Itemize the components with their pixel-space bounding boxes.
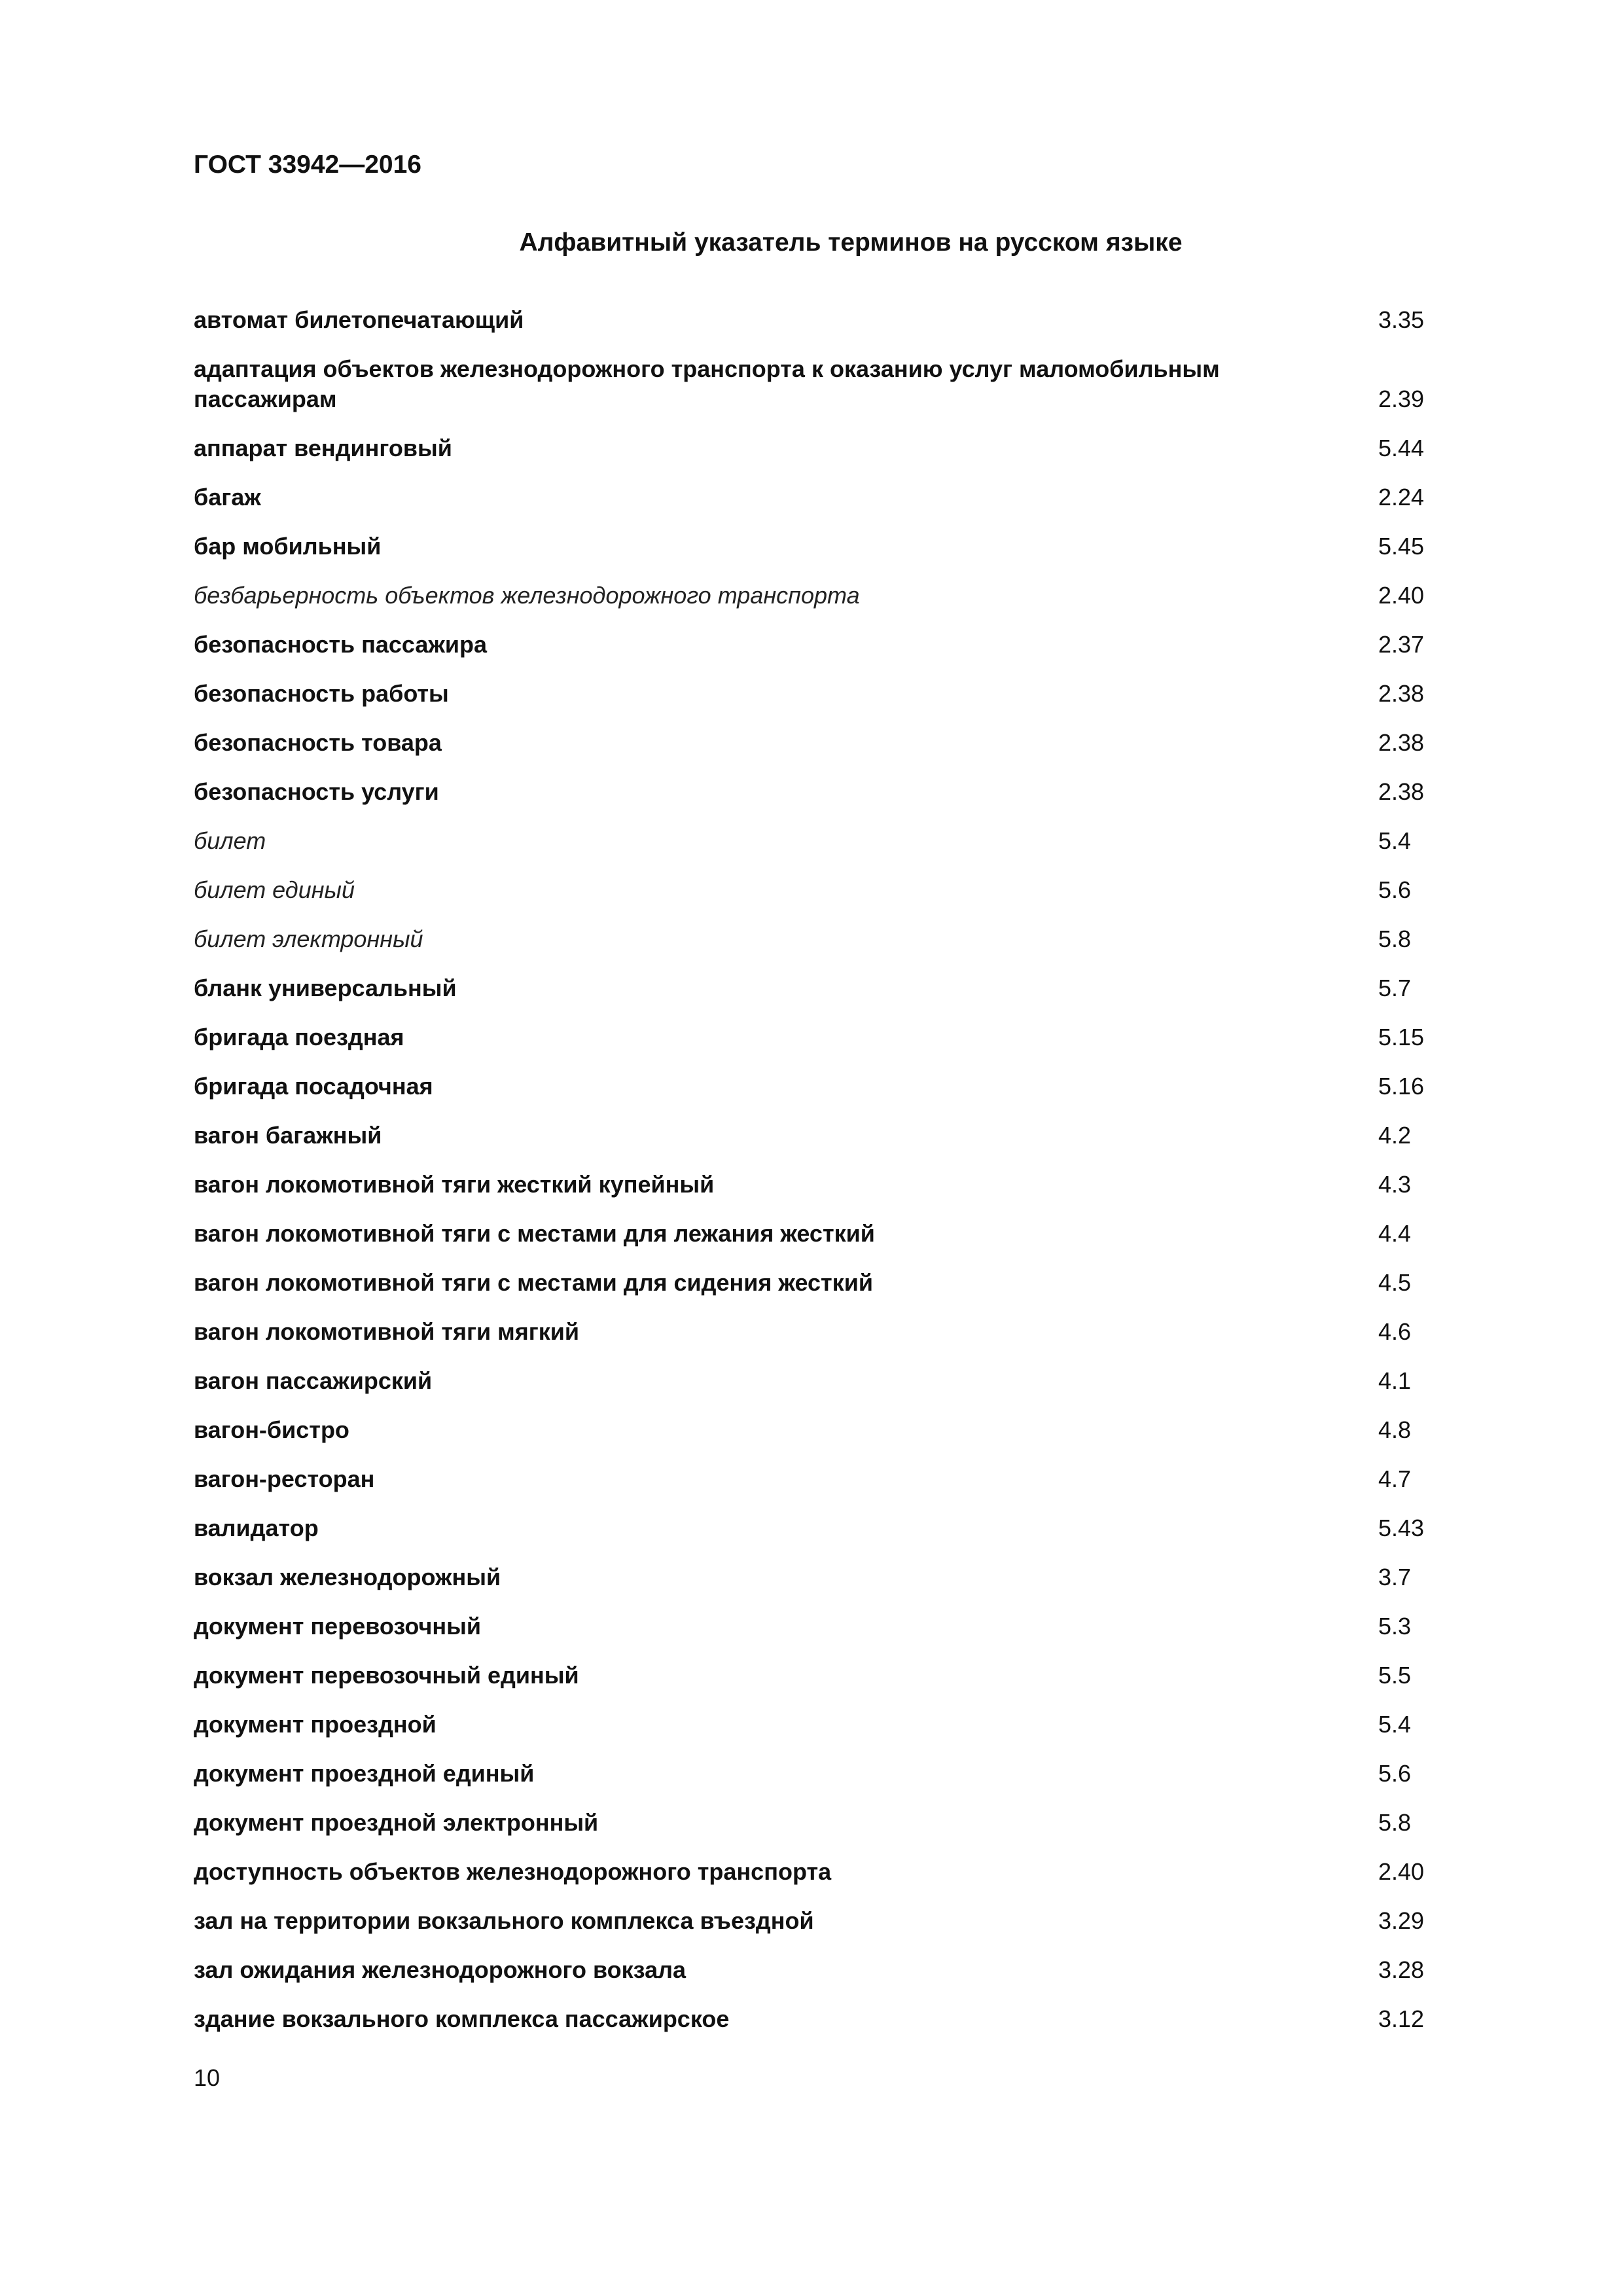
term-entry: [194, 777, 1431, 807]
term-reference: 5.4: [1378, 1711, 1412, 1738]
term-reference: 2.40: [1378, 1858, 1425, 1885]
term-text: вагон локомотивной тяги с местами для сидения жесткий: [194, 1269, 873, 1296]
term-reference: 4.7: [1378, 1465, 1412, 1492]
term-text: вагон локомотивной тяги с местами для лежания жесткий: [194, 1220, 875, 1247]
term-text: документ перевозочный: [194, 1613, 481, 1640]
term-entry: [194, 1660, 1431, 1691]
term-reference: 5.8: [1378, 925, 1412, 952]
term-text: вагон-бистро: [194, 1416, 349, 1443]
term-entry: [194, 1955, 1431, 1985]
term-entry: [194, 581, 1431, 611]
term-reference: 2.38: [1378, 778, 1425, 805]
term-text: билет: [194, 827, 266, 854]
term-entry: [194, 354, 1431, 414]
term-text: безбарьерность объектов железнодорожного транспорта: [194, 582, 860, 609]
term-entry: [194, 1611, 1431, 1641]
index-title: Алфавитный указатель терминов на русском языке: [519, 228, 1183, 257]
term-entry: [194, 433, 1431, 463]
term-text: безопасность пассажира: [194, 631, 488, 658]
term-entry: [194, 1562, 1431, 1592]
term-text: вокзал железнодорожный: [194, 1564, 501, 1590]
term-entry: [194, 1415, 1431, 1445]
term-reference: 3.7: [1378, 1564, 1412, 1590]
term-entry: [194, 1710, 1431, 1740]
term-entry: [194, 679, 1431, 709]
term-index-list: [194, 305, 1431, 2053]
term-entry: [194, 1121, 1431, 1151]
term-text: безопасность товара: [194, 729, 442, 756]
term-reference: 2.38: [1378, 729, 1425, 756]
term-entry: [194, 630, 1431, 660]
term-reference: 4.3: [1378, 1171, 1412, 1198]
term-entry: [194, 924, 1431, 954]
term-reference: 4.2: [1378, 1122, 1412, 1149]
term-entry: [194, 1366, 1431, 1396]
term-text: валидатор: [194, 1515, 319, 1541]
term-reference: 4.6: [1378, 1318, 1412, 1345]
term-text: бригада посадочная: [194, 1073, 433, 1100]
term-reference: 4.8: [1378, 1416, 1412, 1443]
term-text: вагон локомотивной тяги мягкий: [194, 1318, 580, 1345]
term-text: автомат билетопечатающий: [194, 306, 524, 333]
term-reference: 5.5: [1378, 1662, 1412, 1689]
term-reference: 2.38: [1378, 680, 1425, 707]
term-entry: [194, 305, 1431, 335]
term-text: зал ожидания железнодорожного вокзала: [194, 1956, 686, 1983]
term-text: вагон пассажирский: [194, 1367, 433, 1394]
term-entry: [194, 1317, 1431, 1347]
term-reference: 5.44: [1378, 435, 1425, 461]
term-entry: [194, 973, 1431, 1003]
term-entry: [194, 1219, 1431, 1249]
term-text: багаж: [194, 484, 261, 511]
term-text: документ проездной: [194, 1711, 437, 1738]
term-reference: 4.5: [1378, 1269, 1412, 1296]
term-text: безопасность работы: [194, 680, 449, 707]
term-reference: 5.4: [1378, 827, 1412, 854]
term-reference: 3.29: [1378, 1907, 1425, 1934]
term-text: билет электронный: [194, 925, 423, 952]
term-reference: 5.43: [1378, 1515, 1425, 1541]
term-text: бригада поездная: [194, 1024, 404, 1050]
term-entry: [194, 1268, 1431, 1298]
term-text: билет единый: [194, 876, 355, 903]
term-text: бар мобильный: [194, 533, 382, 560]
term-reference: 2.24: [1378, 484, 1425, 511]
term-text: документ проездной электронный: [194, 1809, 599, 1836]
term-reference: 3.12: [1378, 2005, 1425, 2032]
term-text: доступность объектов железнодорожного транспорта: [194, 1858, 832, 1885]
term-reference: 3.28: [1378, 1956, 1425, 1983]
term-entry: [194, 1857, 1431, 1887]
term-entry: [194, 1906, 1431, 1936]
term-text: бланк универсальный: [194, 975, 457, 1001]
term-entry: [194, 1808, 1431, 1838]
term-entry: [194, 1022, 1431, 1052]
term-text: адаптация объектов железнодорожного транспорта к оказанию услуг маломобильным пассажирам: [194, 355, 1220, 412]
term-entry: [194, 826, 1431, 856]
term-reference: 5.8: [1378, 1809, 1412, 1836]
term-reference: 2.37: [1378, 631, 1425, 658]
term-entry: [194, 1071, 1431, 1102]
term-entry: [194, 1464, 1431, 1494]
term-entry: [194, 1513, 1431, 1543]
document-code: ГОСТ 33942—2016: [194, 151, 421, 179]
term-text: документ перевозочный единый: [194, 1662, 579, 1689]
term-reference: 4.1: [1378, 1367, 1412, 1394]
term-text: безопасность услуги: [194, 778, 439, 805]
term-reference: 3.35: [1378, 306, 1425, 333]
term-entry: [194, 875, 1431, 905]
term-text: вагон багажный: [194, 1122, 382, 1149]
term-entry: [194, 1170, 1431, 1200]
term-entry: [194, 1759, 1431, 1789]
term-reference: 5.7: [1378, 975, 1412, 1001]
term-text: документ проездной единый: [194, 1760, 535, 1787]
page-number: 10: [194, 2064, 221, 2091]
term-reference: 4.4: [1378, 1220, 1412, 1247]
term-reference: 5.3: [1378, 1613, 1412, 1640]
term-entry: [194, 531, 1431, 562]
term-reference: 2.40: [1378, 582, 1425, 609]
term-reference: 5.6: [1378, 1760, 1412, 1787]
term-reference: 5.16: [1378, 1073, 1425, 1100]
term-reference: 5.15: [1378, 1024, 1425, 1050]
term-entry: [194, 482, 1431, 512]
term-text: вагон-ресторан: [194, 1465, 375, 1492]
term-entry: [194, 2004, 1431, 2034]
term-reference: 2.39: [1378, 386, 1425, 412]
term-text: аппарат вендинговый: [194, 435, 452, 461]
term-entry: [194, 728, 1431, 758]
term-reference: 5.6: [1378, 876, 1412, 903]
term-text: зал на территории вокзального комплекса въездной: [194, 1907, 814, 1934]
term-reference: 5.45: [1378, 533, 1425, 560]
term-text: здание вокзального комплекса пассажирское: [194, 2005, 730, 2032]
term-text: вагон локомотивной тяги жесткий купейный: [194, 1171, 715, 1198]
